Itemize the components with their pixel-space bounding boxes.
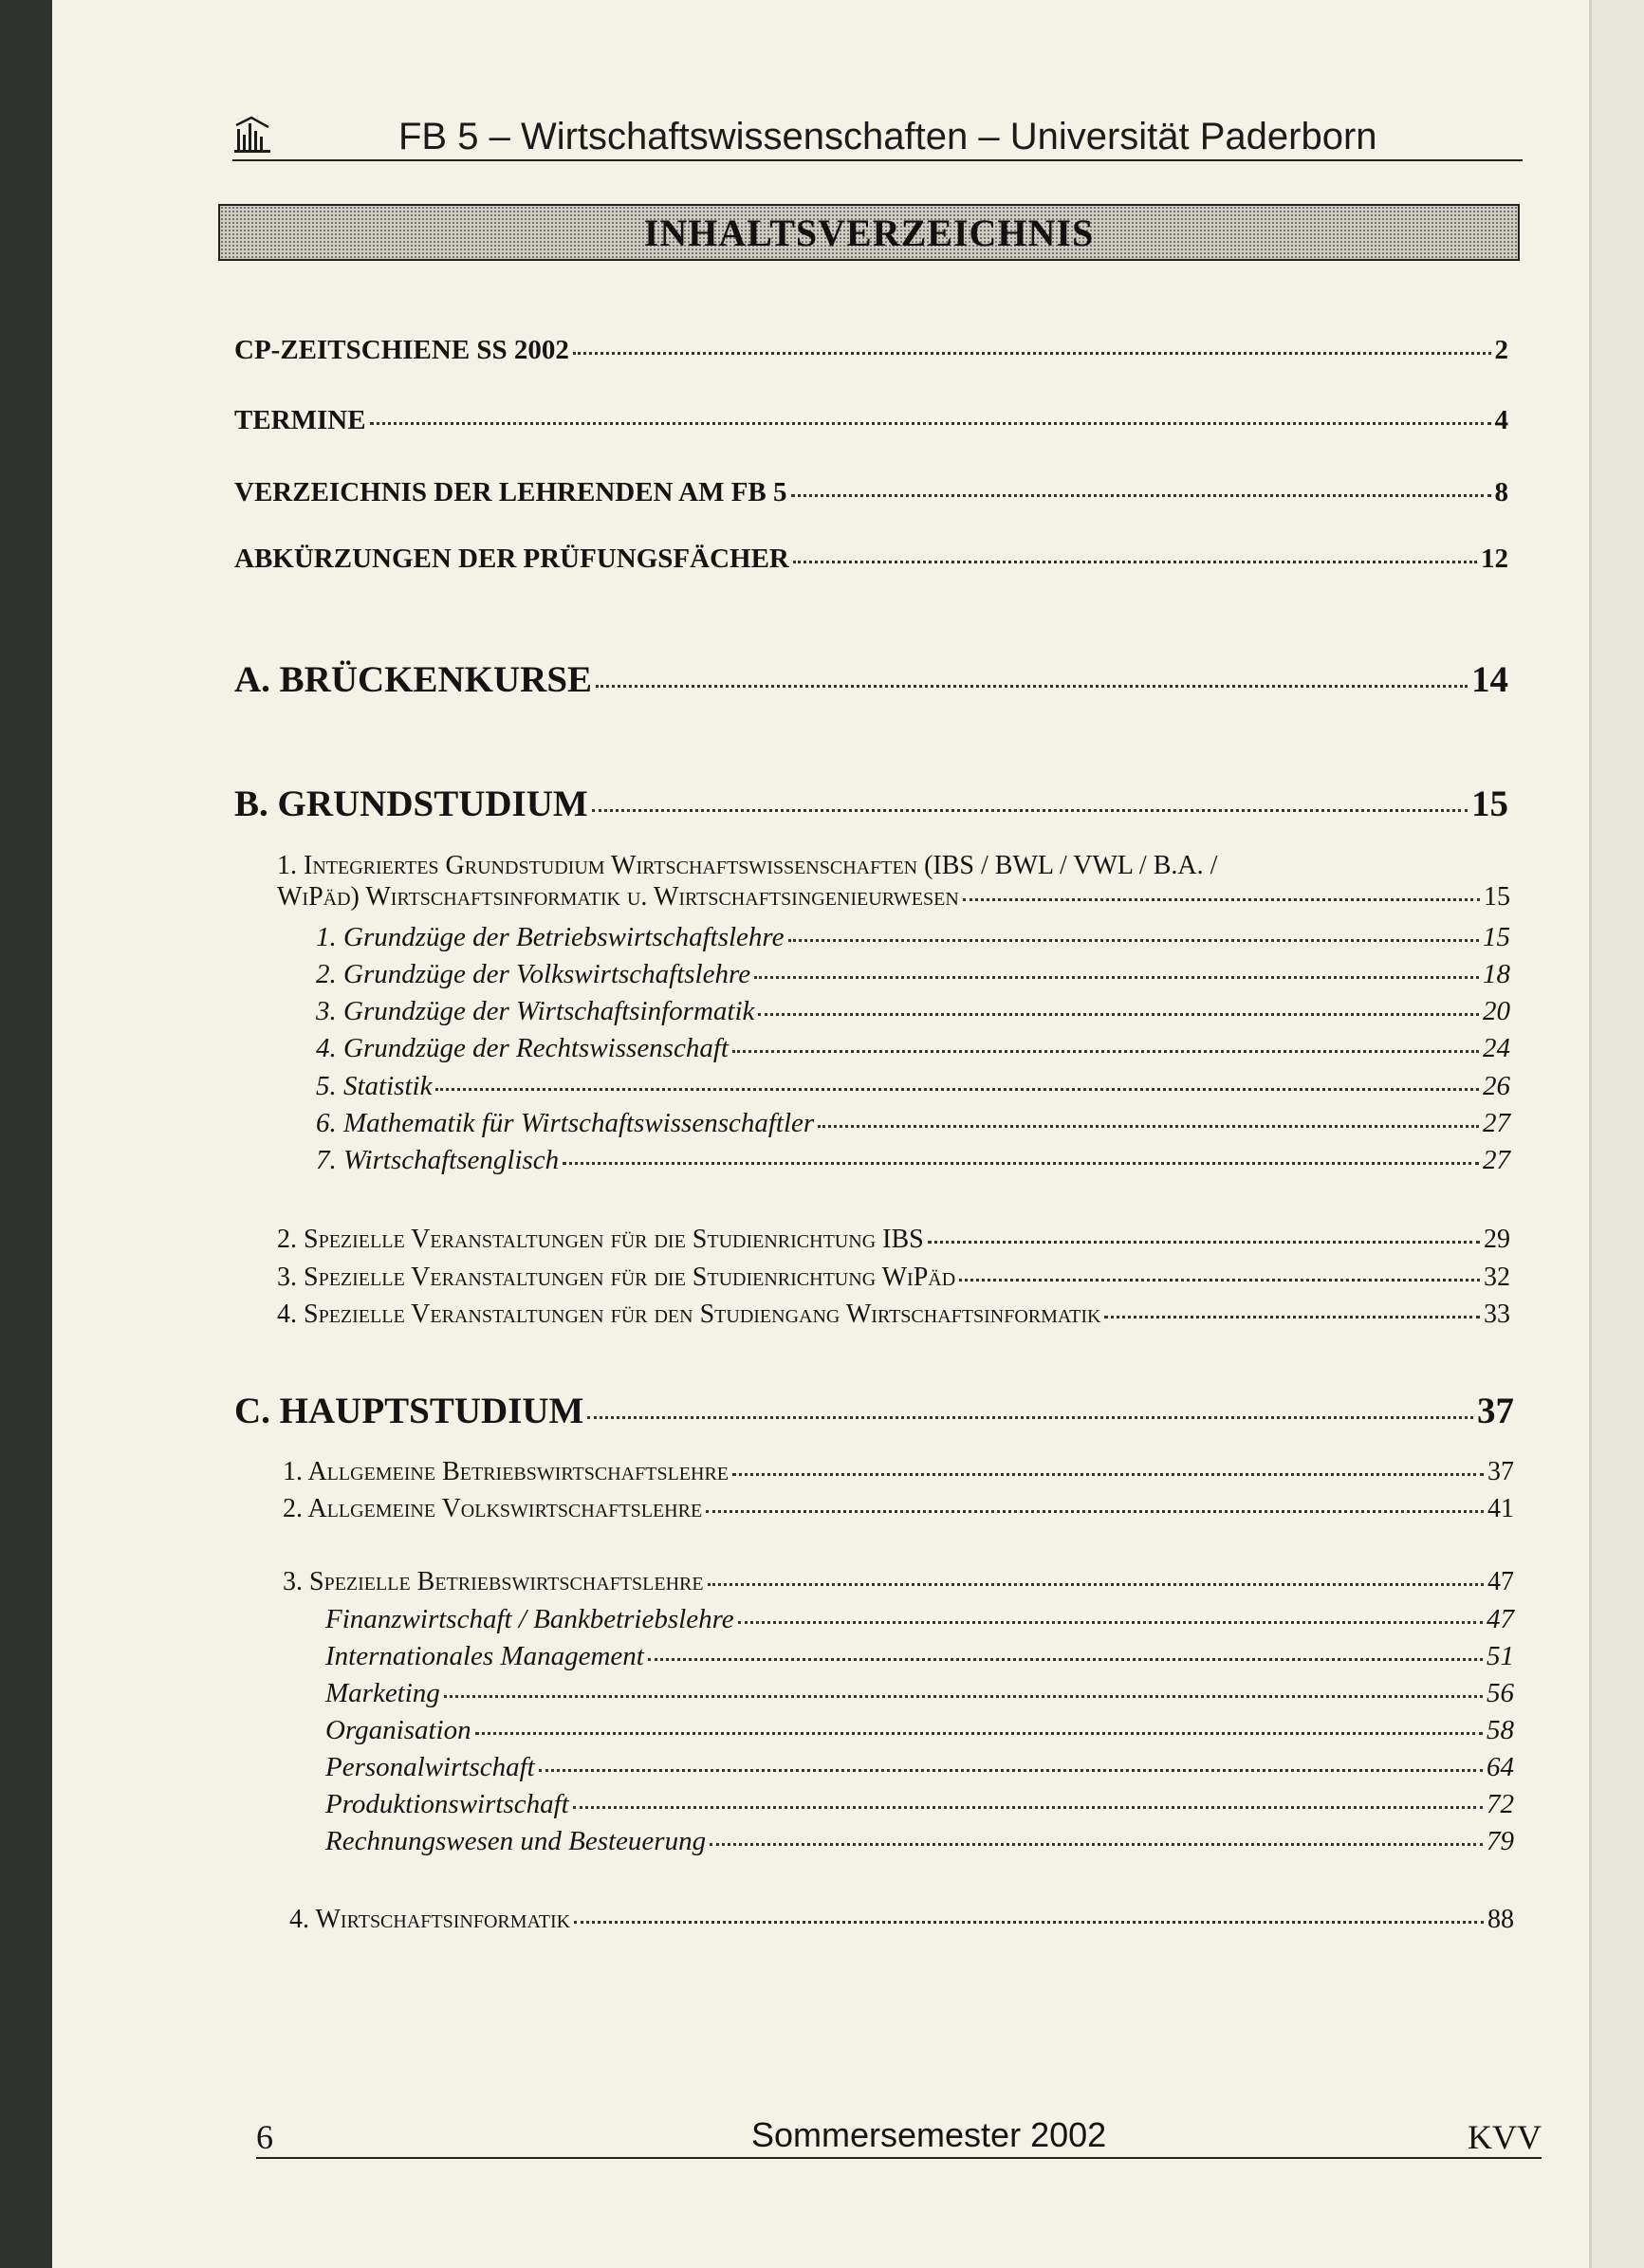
toc-entry-b1-item[interactable]: 2. Grundzüge der Volkswirtschaftslehre 18: [316, 959, 1510, 989]
toc-entry-c4[interactable]: 4. Wirtschaftsinformatik 88: [289, 1905, 1514, 1934]
toc-entry-b3[interactable]: 3. Spezielle Veranstaltungen für die Studienrichtung WiPäd 32: [277, 1263, 1510, 1292]
toc-entry-c3[interactable]: 3. Spezielle Betriebswirtschaftslehre 47: [283, 1567, 1514, 1596]
toc-entry-b2[interactable]: 2. Spezielle Veranstaltungen für die Studienrichtung IBS 29: [277, 1225, 1510, 1254]
toc-entry-lehrende[interactable]: VERZEICHNIS DER LEHRENDEN AM FB 5 8: [234, 477, 1508, 507]
toc-entry-c2[interactable]: 2. Allgemeine Volkswirtschaftslehre 41: [283, 1494, 1514, 1523]
toc-entry-b1-line1[interactable]: 1. Integriertes Grundstudium Wirtschaftswissenschaften (IBS / BWL / VWL / B.A. /: [277, 851, 1218, 880]
toc-entry-b1-item[interactable]: 3. Grundzüge der Wirtschaftsinformatik 20: [316, 996, 1510, 1026]
toc-banner: [218, 204, 1520, 261]
toc-entry-c3-item[interactable]: Rechnungswesen und Besteuerung 79: [325, 1826, 1514, 1856]
toc-section-b[interactable]: B. GRUNDSTUDIUM 15: [234, 784, 1508, 824]
toc-entry-b1-item[interactable]: 4. Grundzüge der Rechtswissenschaft 24: [316, 1033, 1510, 1063]
toc-entry-c3-item[interactable]: Finanzwirtschaft / Bankbetriebslehre 47: [325, 1604, 1514, 1634]
next-page-edge: [1589, 0, 1644, 2268]
toc-entry-c3-item[interactable]: Personalwirtschaft 64: [325, 1752, 1514, 1782]
toc-entry-c3-item[interactable]: Produktionswirtschaft 72: [325, 1789, 1514, 1819]
toc-entry-b1-item[interactable]: 5. Statistik 26: [316, 1071, 1510, 1101]
toc-entry-c3-item[interactable]: Internationales Management 51: [325, 1641, 1514, 1671]
page-footer: [256, 2113, 1542, 2159]
header-text: FB 5 – Wirtschaftswissenschaften – Universität Paderborn: [398, 116, 1377, 157]
page-header: [232, 112, 1523, 161]
toc-entry-b1-item[interactable]: 1. Grundzüge der Betriebswirtschaftslehre 15: [316, 922, 1510, 952]
toc-entry-cp[interactable]: CP-ZEITSCHIENE SS 2002 2: [234, 335, 1508, 365]
semester-label: Sommersemester 2002: [751, 2115, 1107, 2154]
kvv-label: KVV: [1468, 2118, 1542, 2156]
toc-entry-abkuerzungen[interactable]: ABKÜRZUNGEN DER PRÜFUNGSFÄCHER 12: [234, 544, 1508, 574]
university-logo-icon: [232, 116, 272, 156]
toc-entry-b1-item[interactable]: 7. Wirtschaftsenglisch 27: [316, 1145, 1510, 1175]
toc-entry-c3-item[interactable]: Organisation 58: [325, 1715, 1514, 1745]
toc-entry-termine[interactable]: TERMINE 4: [234, 405, 1508, 435]
toc-title: INHALTSVERZEICHNIS: [643, 211, 1095, 254]
toc-entry-c3-item[interactable]: Marketing 56: [325, 1678, 1514, 1708]
toc-entry-b4[interactable]: 4. Spezielle Veranstaltungen für den Studiengang Wirtschaftsinformatik 33: [277, 1300, 1510, 1329]
toc-section-a[interactable]: A. BRÜCKENKURSE 14: [234, 659, 1508, 700]
toc-section-c[interactable]: C. HAUPTSTUDIUM 37: [234, 1391, 1514, 1431]
toc-entry-b1-item[interactable]: 6. Mathematik für Wirtschaftswissenschaftler 27: [316, 1108, 1510, 1138]
page-number: 6: [256, 2118, 273, 2156]
toc-entry-c1[interactable]: 1. Allgemeine Betriebswirtschaftslehre 37: [283, 1457, 1514, 1486]
toc-entry-b1[interactable]: WiPäd) Wirtschaftsinformatik u. Wirtschaftsingenieurwesen 15: [277, 882, 1510, 912]
